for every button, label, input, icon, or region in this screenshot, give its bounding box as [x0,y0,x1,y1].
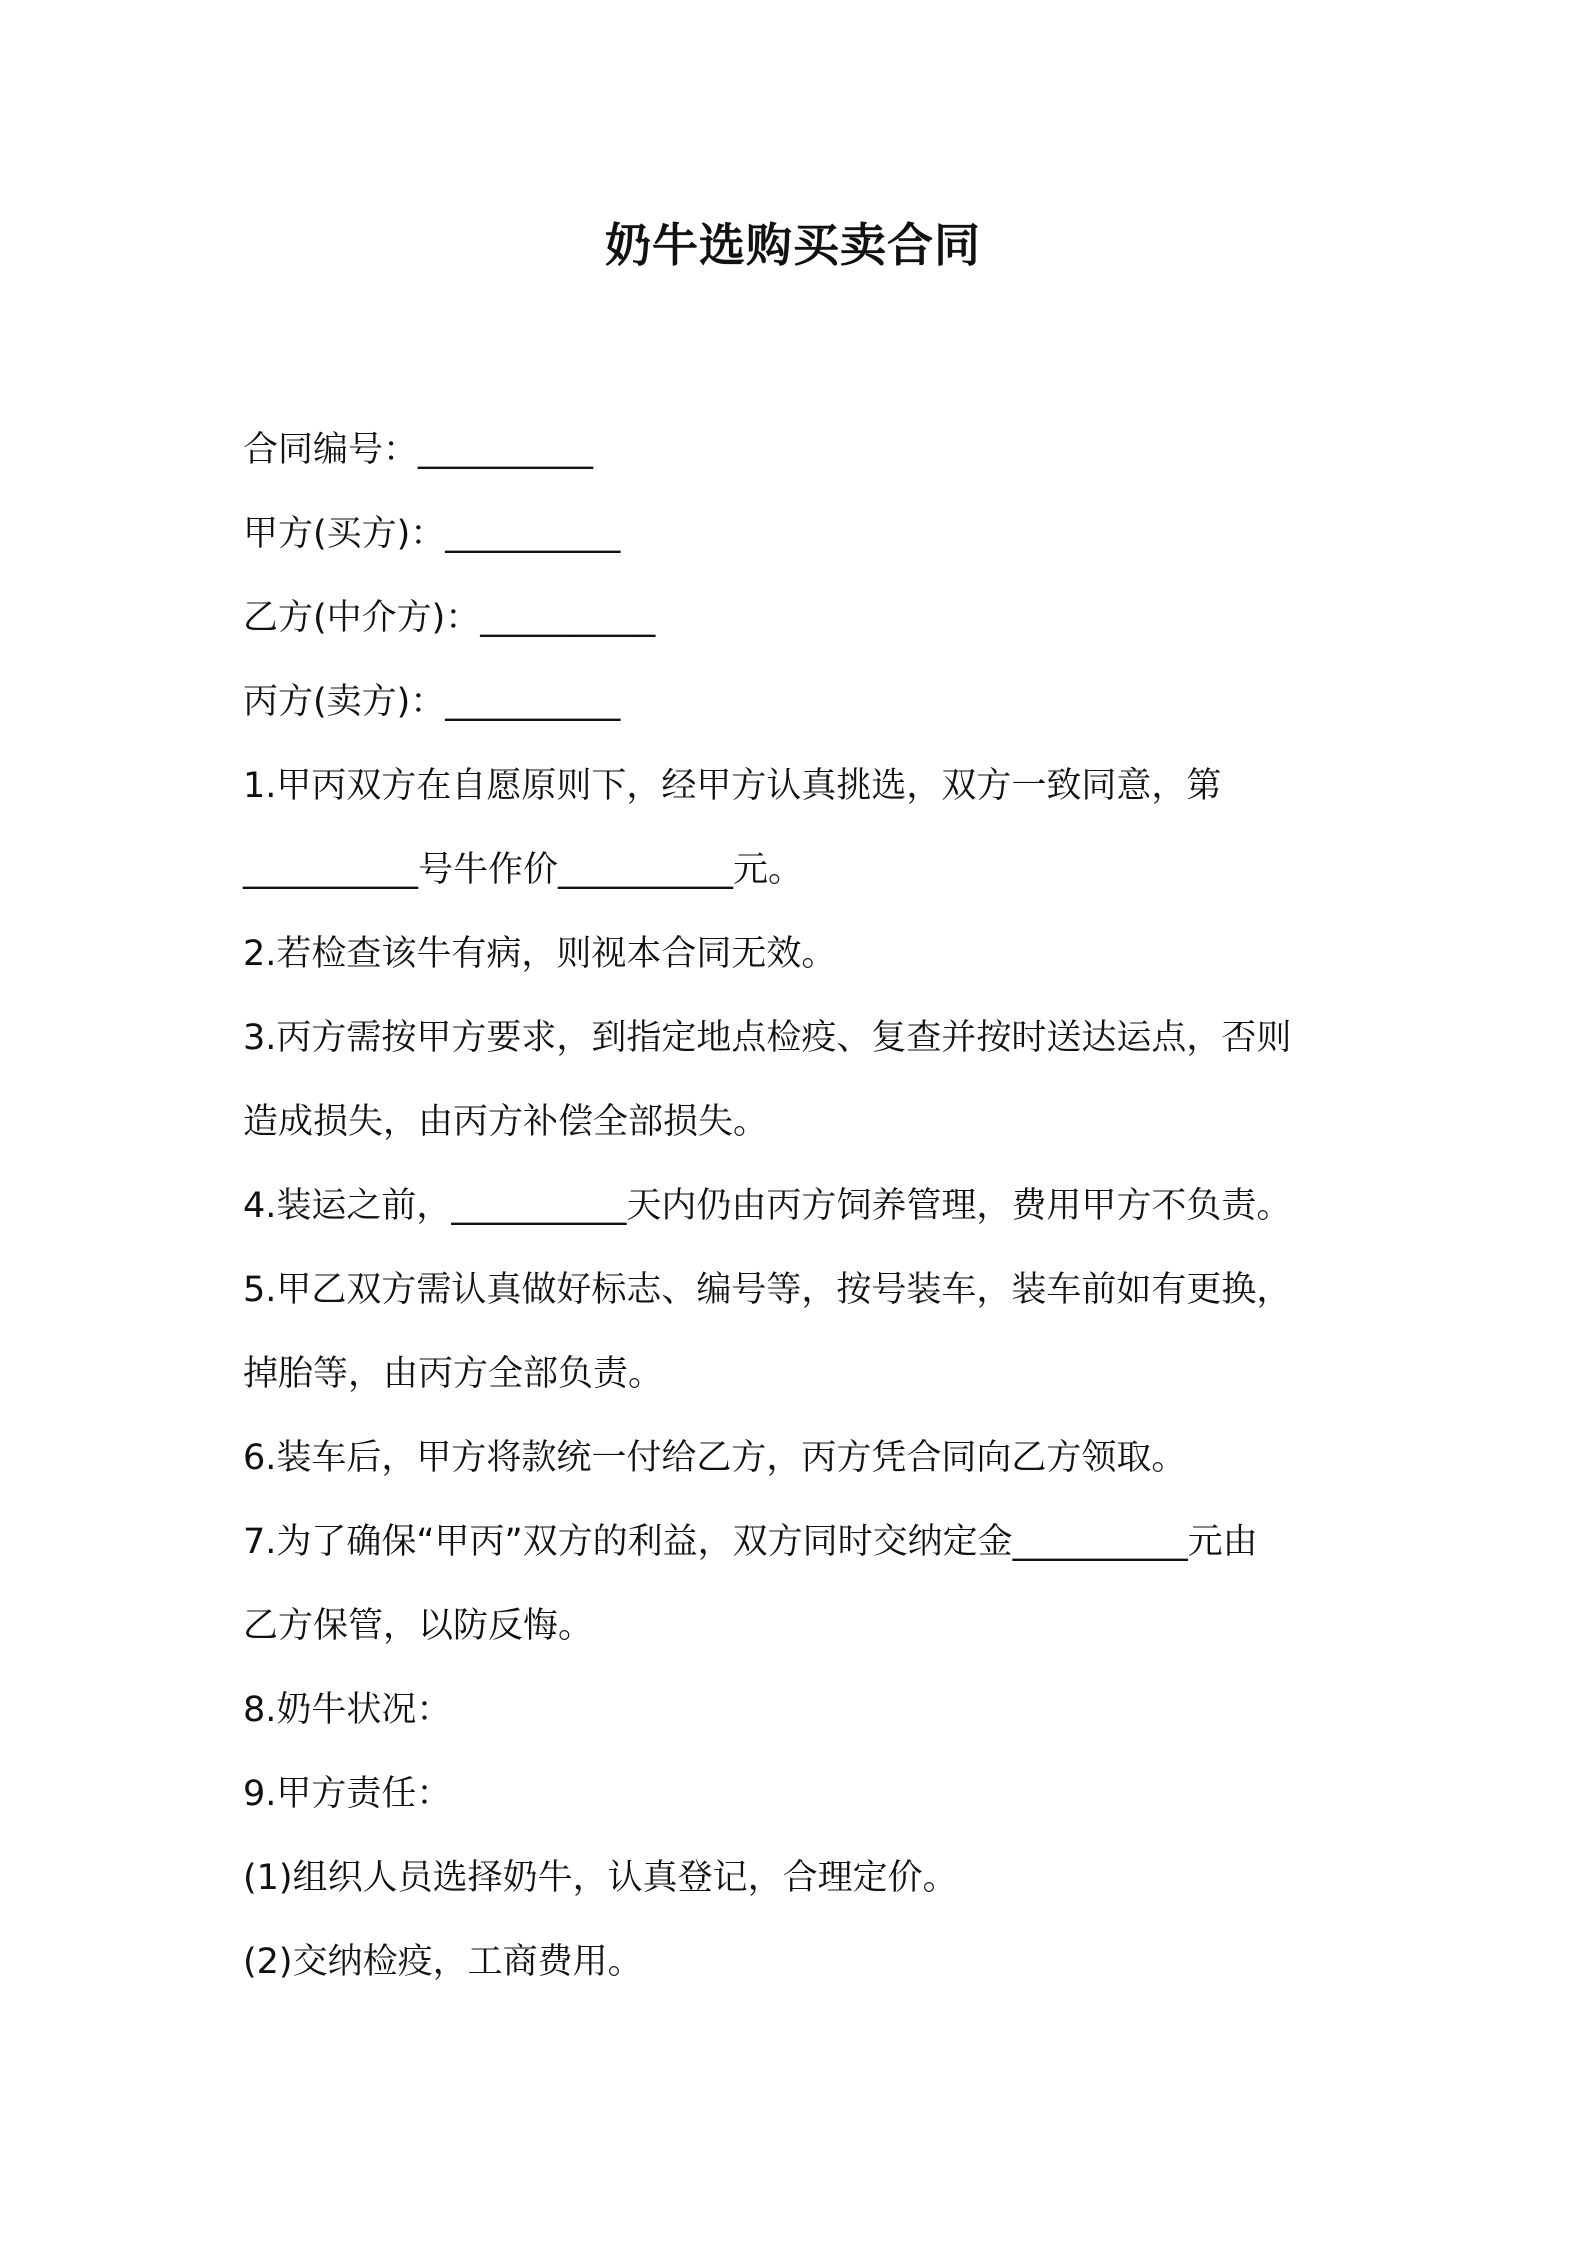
party-a-line: 甲方(买方)：__________ [243,514,621,554]
clause-7-line-1: 7.为了确保“甲丙”双方的利益，双方同时交纳定金__________元由 [243,1522,1258,1562]
contract-number-line: 合同编号：__________ [243,430,594,470]
clause-6: 6.装车后，甲方将款统一付给乙方，丙方凭合同向乙方领取。 [243,1438,1187,1478]
clause-1-line-2: __________号牛作价__________元。 [243,850,804,890]
clause-2: 2.若检查该牛有病，则视本合同无效。 [243,934,837,974]
clause-9-item-2: (2)交纳检疫，工商费用。 [243,1942,643,1982]
clause-8: 8.奶牛状况： [243,1690,452,1730]
clause-5-line-1: 5.甲乙双方需认真做好标志、编号等，按号装车，装车前如有更换， [243,1270,1292,1310]
clause-3-line-1: 3.丙方需按甲方要求，到指定地点检疫、复查并按时送达运点，否则 [243,1018,1292,1058]
clause-9-item-1: (1)组织人员选择奶牛，认真登记，合理定价。 [243,1858,958,1898]
party-b-line: 乙方(中介方)：__________ [243,598,656,638]
clause-3-line-2: 造成损失，由丙方补偿全部损失。 [243,1102,769,1142]
clause-1-line-1: 1.甲丙双方在自愿原则下，经甲方认真挑选，双方一致同意，第 [243,766,1222,806]
document-body [243,408,1363,2004]
clause-4: 4.装运之前，__________天内仍由丙方饲养管理，费用甲方不负责。 [243,1186,1292,1226]
clause-5-line-2: 掉胎等，由丙方全部负责。 [243,1354,664,1394]
clause-7-line-2: 乙方保管，以防反悔。 [243,1606,594,1646]
document-title: 奶牛选购买卖合同 [605,218,981,272]
clause-9: 9.甲方责任： [243,1774,452,1814]
party-c-line: 丙方(卖方)：__________ [243,682,621,722]
